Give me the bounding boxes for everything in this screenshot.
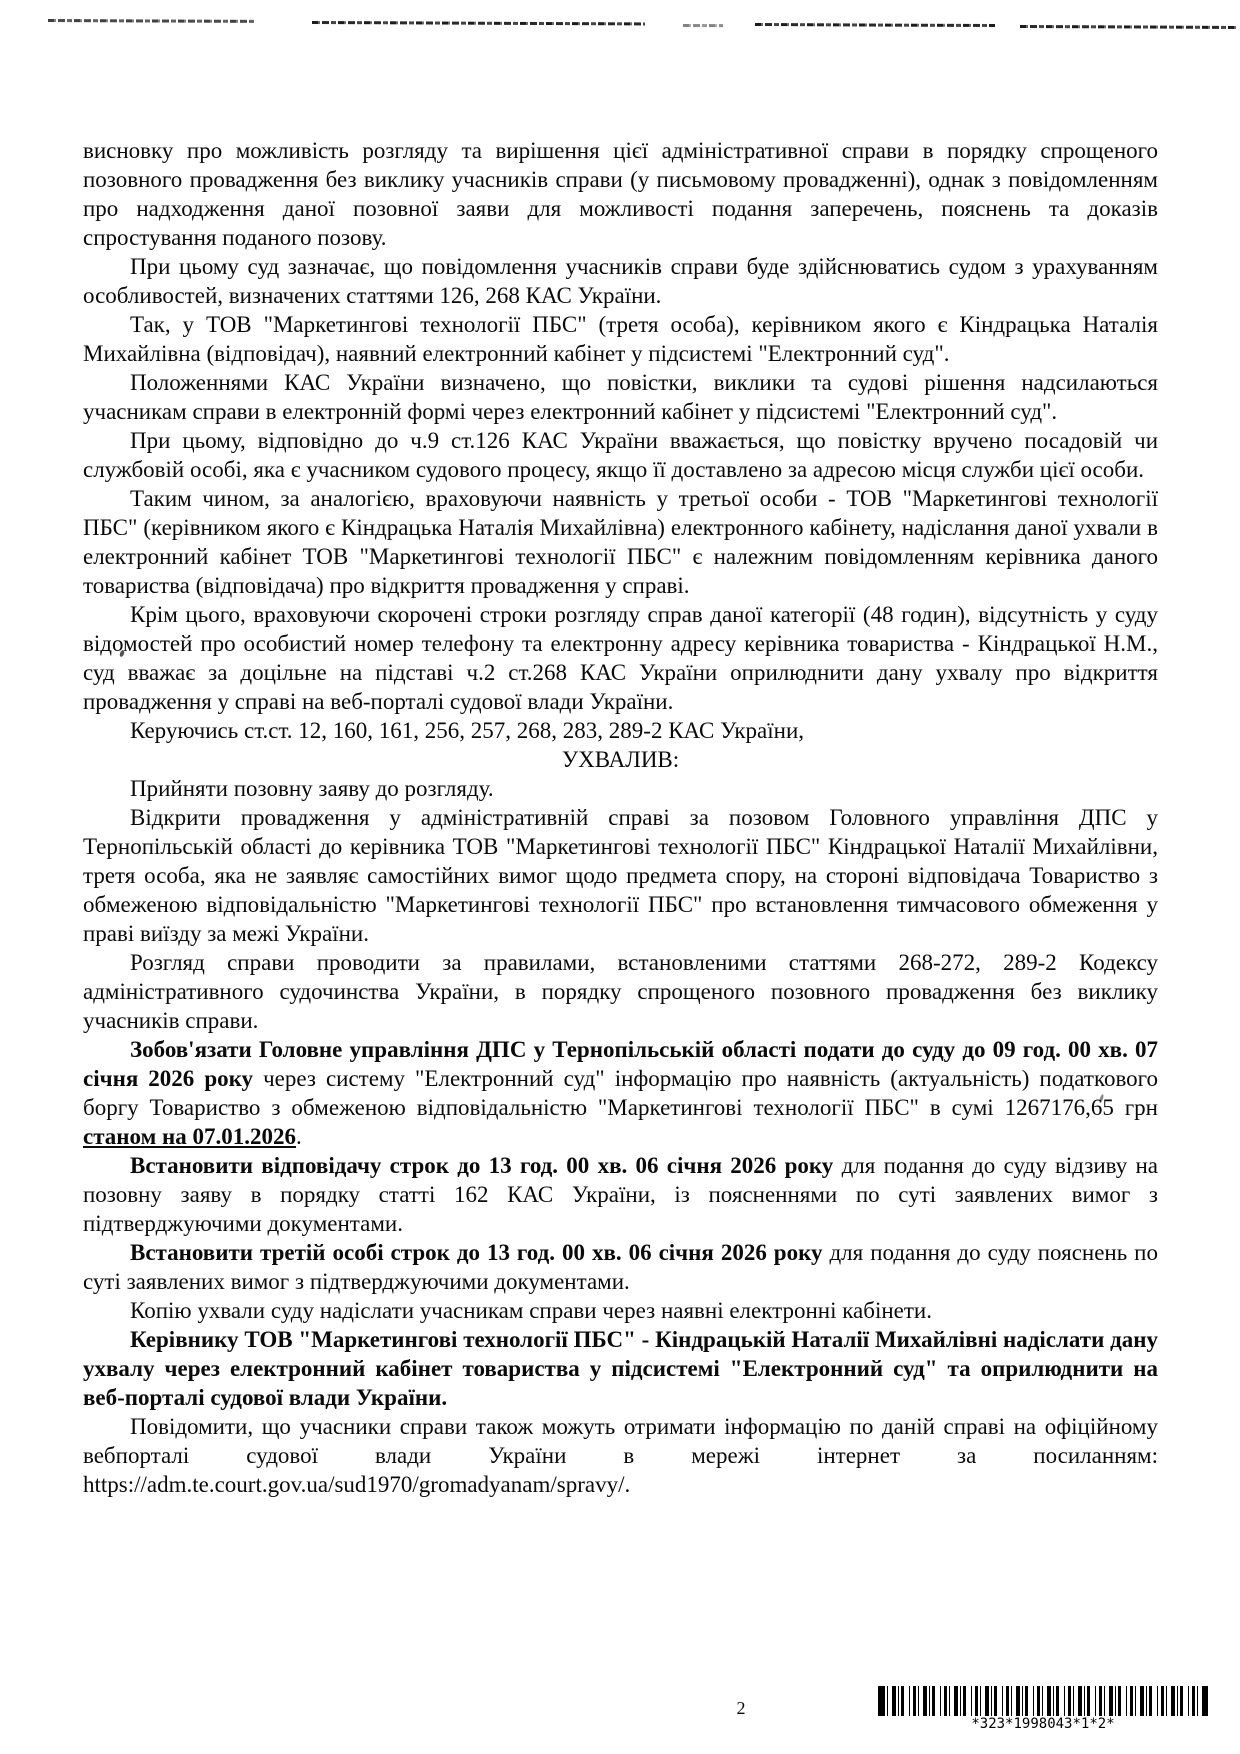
- text-run: станом на 07.01.2026: [83, 1124, 297, 1149]
- paragraph: [83, 745, 1158, 774]
- text-run: через систему "Електронний суд" інформацію про наявність (актуальність) податкового боргу Товариство з обмеженою відповідальністю "Маркетингові технології ПБС" в сумі 1267176,65 грн: [83, 1066, 1159, 1120]
- paragraph: [83, 803, 1158, 948]
- document-body: [83, 136, 1158, 1499]
- text-run: Встановити третій особі строк до 13 год. 00 хв. 06 січня 2026 року: [130, 1240, 830, 1265]
- scan-artifact-line: [312, 21, 645, 25]
- paragraph: [83, 716, 1158, 745]
- text-run: для подання до суду пояснень по суті заявлених вимог з підтверджуючими документами.: [83, 1240, 1158, 1294]
- paragraph: [83, 1238, 1158, 1296]
- paragraph: [83, 1296, 1158, 1325]
- text-run: для подання до суду відзиву на позовну заяву в порядку статті 162 КАС України, із поясненнями по суті заявлених вимог з підтверджуючими документами.: [83, 1153, 1158, 1236]
- paragraph: [83, 368, 1158, 426]
- text-run: При цьому, відповідно до ч.9 ст.126 КАС України вважається, що повістку вручено посадовій чи службовій особі, яка є учасником судового процесу, якщо її доставлено за адресою місця служби цієї особи.: [83, 428, 1158, 482]
- paragraph: [83, 484, 1158, 600]
- text-run: Так, у ТОВ "Маркетингові технології ПБС" (третя особа), керівником якого є Кіндрацька Наталія Михайлівна (відповідач), наявний електронний кабінет у підсистемі "Електронний суд".: [83, 312, 1158, 366]
- paragraph: [83, 426, 1158, 484]
- text-run: Відкрити провадження у адміністративній справі за позовом Головного управління ДПС у Тернопільській області до керівника ТОВ "Маркетингові технології ПБС" Кіндрацької Наталії Михайлівни, третя особа, яка не заявляє самостійних вимог щодо предмета спору, на стороні відповідача Товариство з обмеженою відповідальністю "Маркетингові технології ПБС" про встановлення тимчасового обмеження у праві виїзду за межі України.: [83, 805, 1158, 946]
- paragraph: [83, 774, 1158, 803]
- paragraph: [83, 1151, 1158, 1238]
- text-run: Розгляд справи проводити за правилами, встановленими статтями 268-272, 289-2 Кодексу адміністративного судочинства України, в порядку спрощеного позовного провадження без виклику учасників справи.: [83, 950, 1158, 1033]
- scan-artifact-line: [48, 19, 255, 23]
- barcode: [878, 1686, 1208, 1716]
- text-run: Таким чином, за аналогією, враховуючи наявність у третьої особи - ТОВ "Маркетингові технології ПБС" (керівником якого є Кіндрацька Наталія Михайлівна) електронного кабінету, надіслання даної ухвали в електронний кабінет ТОВ "Маркетингові технології ПБС" є належним повідомленням керівника даного товариства (відповідача) про відкриття провадження у справі.: [83, 486, 1158, 598]
- text-run: Повідомити, що учасники справи також можуть отримати інформацію по даній справі на офіційному вебпорталі судової влади України в мережі інтернет за посиланням: https://adm.te.court.gov.ua/sud1970/gromadyanam/spravy/.: [83, 1414, 1158, 1497]
- scan-artifact-line: [1020, 25, 1238, 29]
- text-run: Встановити відповідачу строк до 13 год. 00 хв. 06 січня 2026 року: [130, 1153, 842, 1178]
- paragraph: [83, 948, 1158, 1035]
- scan-artifact-line: [755, 23, 995, 27]
- text-run: УХВАЛИВ:: [561, 747, 680, 772]
- text-run: Зобов'язати Головне управління ДПС у Тернопільській області подати до суду до 09 год. 00 хв. 07 січня 2026 року: [83, 1037, 1158, 1091]
- text-run: висновку про можливість розгляду та вирішення цієї адміністративної справи в порядку спрощеного позовного провадження без виклику учасників справи (у письмовому провадженні), однак з повідомленням про надходження даної позовної заяви для можливості подання заперечень, пояснень та доказів спростування поданого позову.: [83, 138, 1158, 250]
- paragraph: [83, 1325, 1158, 1412]
- text-run: Положеннями КАС України визначено, що повістки, виклики та судові рішення надсилаються учасникам справи в електронній формі через електронний кабінет у підсистемі "Електронний суд".: [83, 370, 1158, 424]
- text-run: Прийняти позовну заяву до розгляду.: [130, 776, 494, 801]
- text-run: .: [296, 1124, 302, 1149]
- page-number: 2: [736, 1698, 746, 1718]
- paragraph: [83, 136, 1158, 252]
- paragraph: [83, 600, 1158, 716]
- paragraph: [83, 1035, 1158, 1151]
- paragraph: [83, 252, 1158, 310]
- barcode-label: *323*1998043*1*2*: [971, 1716, 1115, 1732]
- text-run: Керуючись ст.ст. 12, 160, 161, 256, 257, 268, 283, 289-2 КАС України,: [130, 718, 805, 743]
- text-run: При цьому суд зазначає, що повідомлення учасників справи буде здійснюватись судом з урахуванням особливостей, визначених статтями 126, 268 КАС України.: [83, 254, 1158, 308]
- text-run: Крім цього, враховуючи скорочені строки розгляду справ даної категорії (48 годин), відсутність у суду відомостей про особистий номер телефону та електронну адресу керівника товариства - Кіндрацької Н.М., суд вважає за доцільне на підставі ч.2 ст.268 КАС України оприлюднити дану ухвалу про відкриття провадження у справі на веб-порталі судової влади України.: [83, 602, 1158, 714]
- scan-artifact-line: [683, 24, 723, 27]
- text-run: Керівнику ТОВ "Маркетингові технології ПБС" - Кіндрацькій Наталії Михайлівні надіслати дану ухвалу через електронний кабінет товариства у підсистемі "Електронний суд" та оприлюднити на веб-порталі судової влади України.: [83, 1327, 1158, 1410]
- paragraph: [83, 310, 1158, 368]
- text-run: Копію ухвали суду надіслати учасникам справи через наявні електронні кабінети.: [130, 1298, 932, 1323]
- paragraph: [83, 1412, 1158, 1499]
